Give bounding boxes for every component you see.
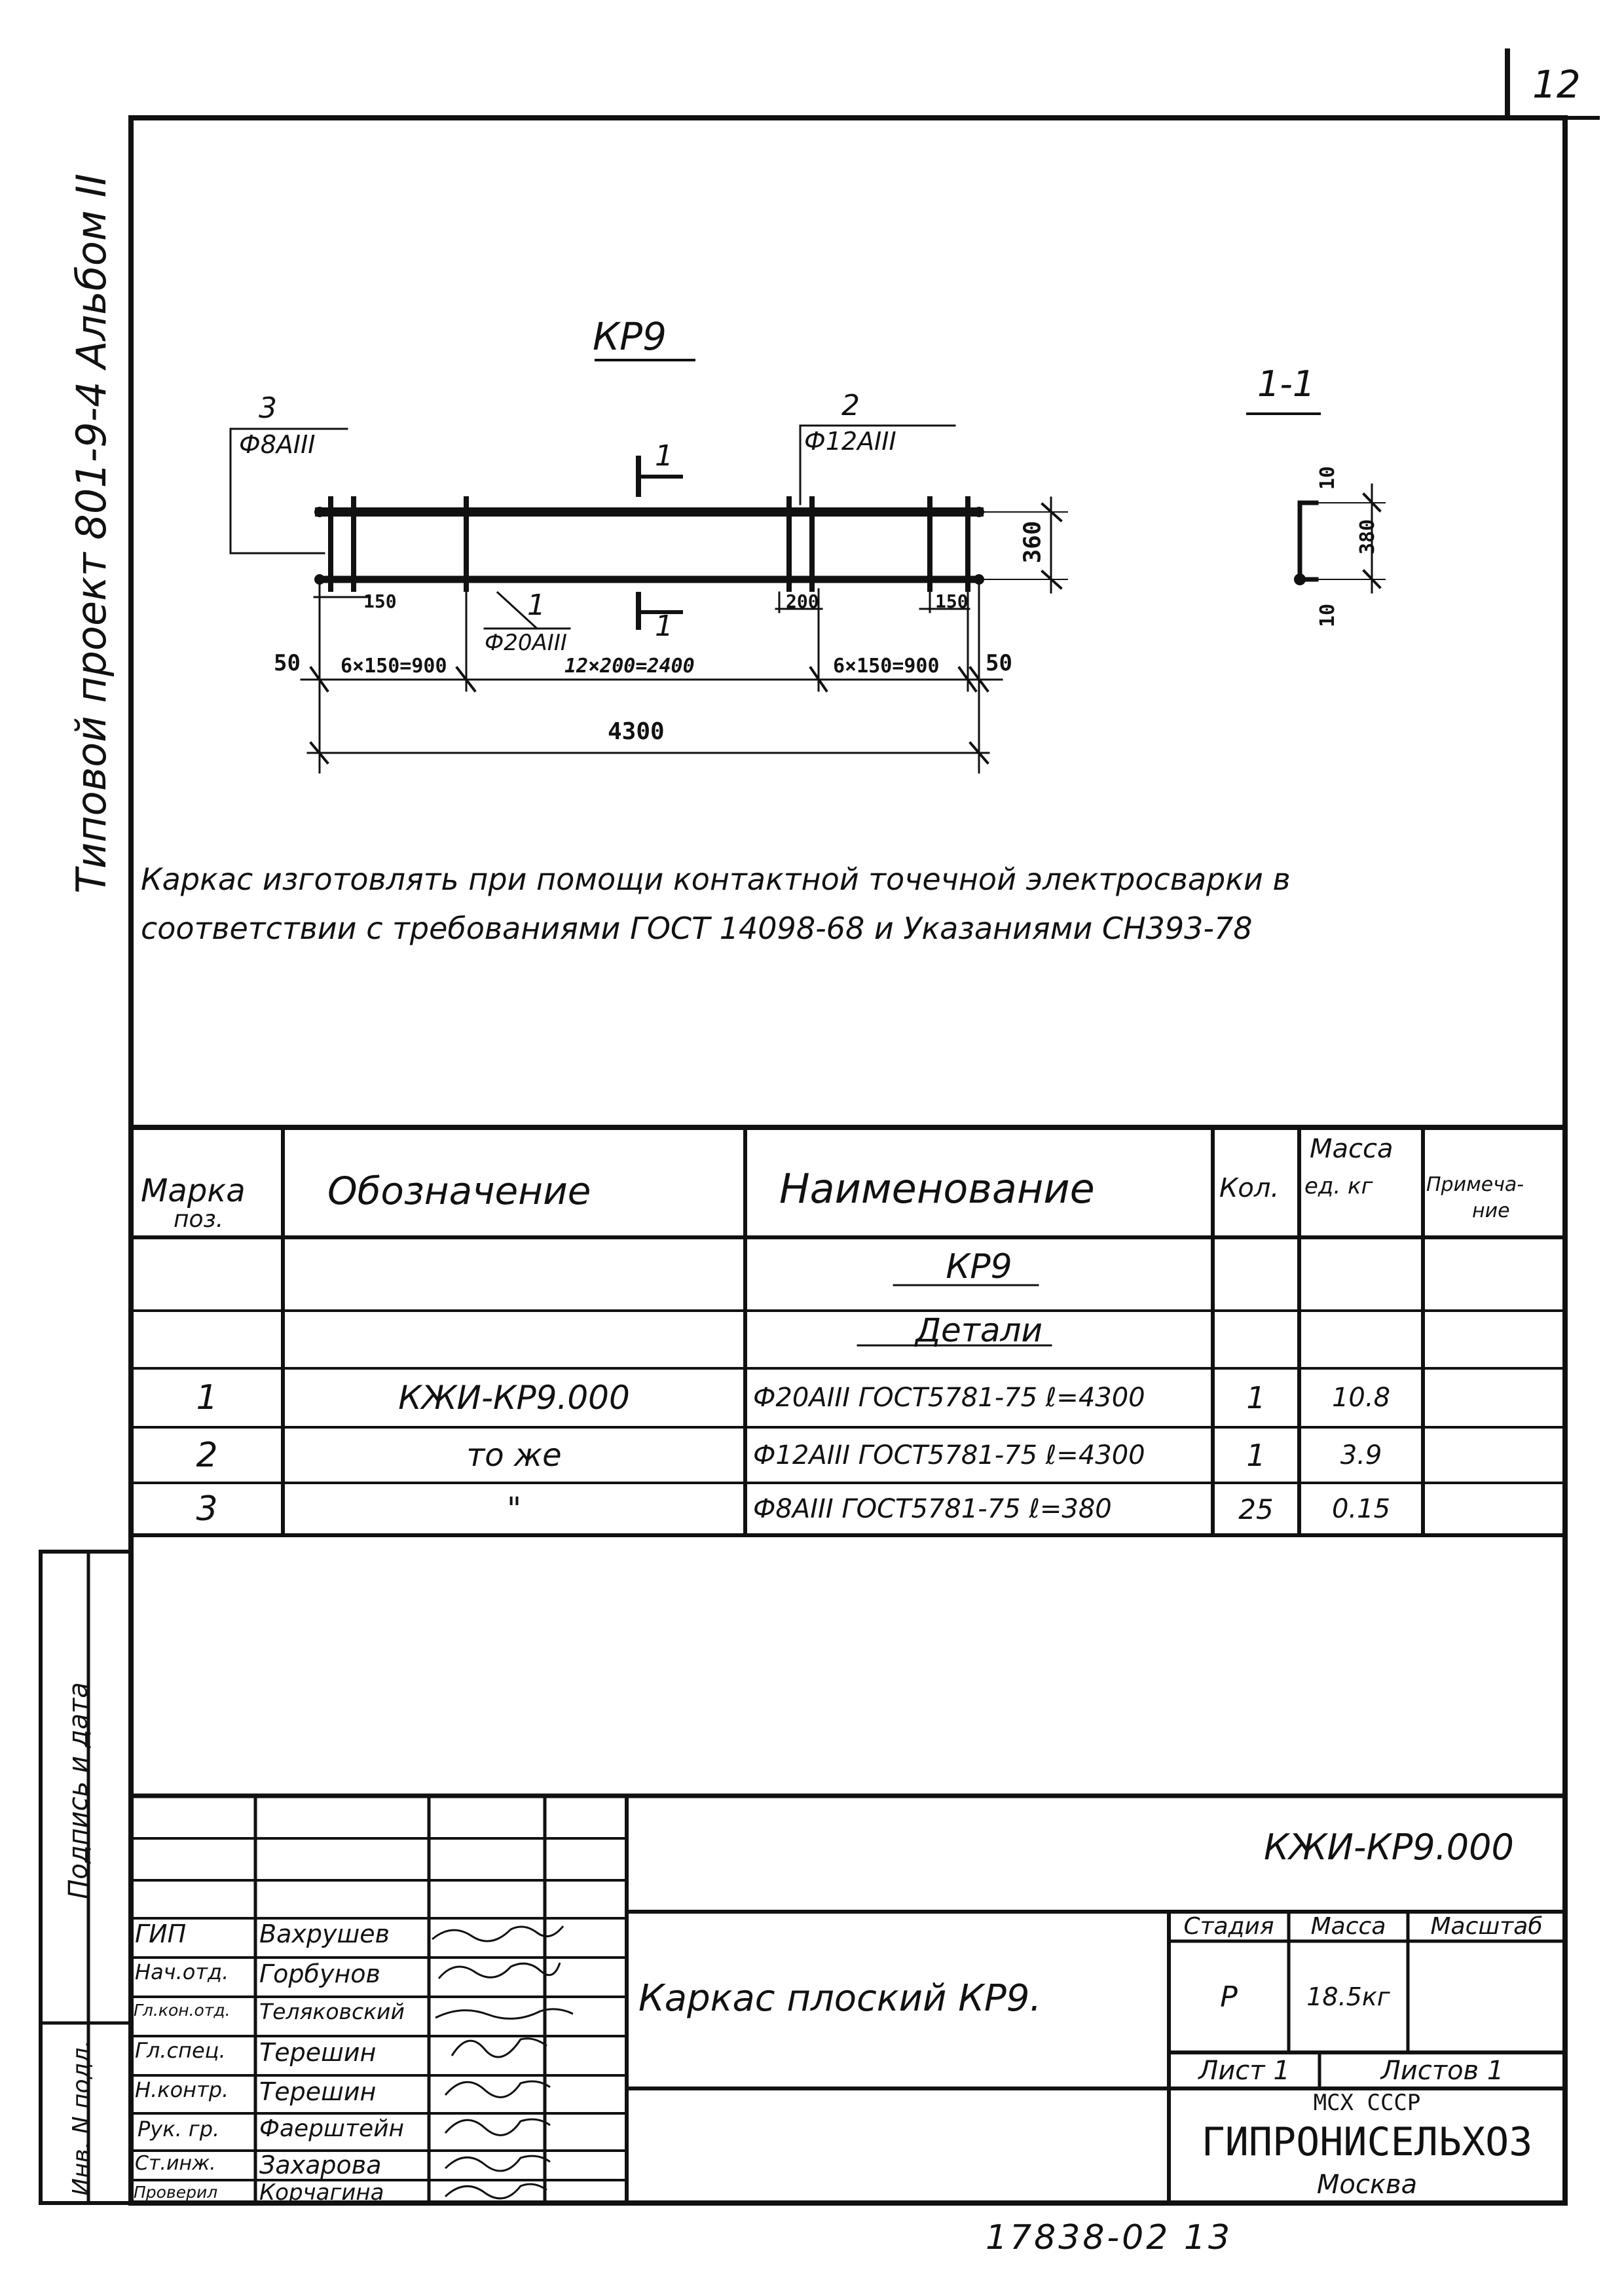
signature-mark [432, 1926, 563, 1941]
row-name: Ф12АIII ГОСТ5781-75 ℓ=4300 [753, 1440, 1145, 1470]
sheets-label: Листов 1 [1380, 2055, 1504, 2086]
sec-dim-10-top: 10 [1316, 465, 1340, 490]
dim-seg-mid: 12×200=2400 [564, 655, 695, 678]
staff-role: Ст.инж. [135, 2152, 216, 2175]
header-mass: Масса [1310, 1134, 1393, 1164]
cut-mark-bottom: 1 [655, 610, 673, 643]
header-designation: Обозначение [327, 1169, 591, 1213]
group-title: КР9 [946, 1247, 1012, 1286]
signature-mark [452, 2039, 547, 2057]
row-qty: 1 [1246, 1380, 1266, 1415]
staff-name: Фаерштейн [259, 2115, 405, 2142]
staff-role: Рук. гр. [138, 2117, 220, 2141]
row-name: Ф8АIII ГОСТ5781-75 ℓ=380 [753, 1494, 1112, 1524]
row-mass: 10.8 [1331, 1383, 1391, 1413]
row-qty: 1 [1246, 1437, 1266, 1473]
row-pos: 2 [196, 1435, 218, 1475]
signature-mark [445, 2081, 550, 2097]
staff-name: Горбунов [259, 1959, 380, 1988]
row-designation: то же [466, 1436, 562, 1474]
staff-role: Гл.спец. [135, 2038, 226, 2063]
row-pos: 3 [196, 1489, 218, 1529]
pos3-bar: Ф8АIII [239, 430, 316, 459]
staff-name: Вахрушев [259, 1920, 390, 1948]
scale-label: Масштаб [1430, 1913, 1543, 1940]
dim-height-360: 360 [1019, 520, 1046, 564]
pos1-bar: Ф20АIII [485, 630, 567, 656]
drawing-title: КР9 [593, 314, 667, 359]
org-name: ГИПРОНИСЕЛЬХОЗ [1201, 2119, 1533, 2165]
staff-name: Корчагина [259, 2179, 384, 2206]
sec-dim-10-bottom: 10 [1316, 603, 1340, 628]
note-line-2: соответствии с требованиями ГОСТ 14098-68 и Указаниями СН393-78 [141, 911, 1253, 946]
signature-mark [445, 2184, 547, 2198]
header-qty: Кол. [1219, 1173, 1280, 1203]
dim-seg-right: 6×150=900 [833, 655, 940, 678]
signature-mark [435, 2009, 573, 2019]
sec-dim-380: 380 [1356, 519, 1380, 555]
header-mark: Марка [141, 1173, 246, 1209]
page-number: 12 [1532, 62, 1581, 107]
staff-name: Терешин [259, 2038, 377, 2067]
pos1-number: 1 [527, 589, 545, 622]
group-subtitle: Детали [915, 1311, 1043, 1349]
row-mass: 3.9 [1340, 1440, 1382, 1470]
row-name: Ф20АIII ГОСТ5781-75 ℓ=4300 [753, 1383, 1145, 1413]
pos2-bar: Ф12АIII [804, 427, 896, 456]
dim-200: 200 [786, 591, 819, 612]
doc-title: Каркас плоский КР9. [638, 1977, 1042, 2020]
org-city: Москва [1316, 2170, 1418, 2200]
row-mass: 0.15 [1331, 1494, 1391, 1524]
staff-role: Гл.кон.отд. [134, 2001, 231, 2020]
signature-mark [445, 2119, 550, 2135]
section-label: 1-1 [1257, 363, 1316, 405]
staff-name: Терешин [259, 2077, 377, 2106]
pos2-number: 2 [841, 389, 860, 422]
footer-code: 17838-02 13 [986, 2218, 1233, 2257]
header-note: Примеча- [1426, 1173, 1524, 1196]
signature-date-label: Подпись и дата [64, 1682, 94, 1899]
signature-mark [439, 1963, 560, 1978]
dim-50-left: 50 [274, 650, 301, 676]
mass-value: 18.5кг [1306, 1982, 1390, 2011]
album-label: Типовой проект 801-9-4 Альбом II [67, 173, 115, 894]
inventory-number-label: Инв. N подл. [68, 2040, 95, 2196]
staff-role: ГИП [135, 1920, 187, 1948]
staff-role: Проверил [134, 2183, 218, 2202]
header-mark-2: поз. [174, 1206, 224, 1233]
row-designation: КЖИ-КР9.000 [398, 1379, 630, 1417]
header-note-2: ние [1472, 1199, 1510, 1222]
cut-mark-top: 1 [655, 439, 673, 473]
signature-mark [445, 2156, 550, 2171]
dim-150-right: 150 [935, 591, 969, 612]
dim-150-left: 150 [363, 591, 397, 612]
dim-seg-left: 6×150=900 [341, 655, 447, 678]
mass-label: Масса [1310, 1913, 1386, 1940]
staff-role: Нач.отд. [135, 1959, 229, 1984]
row-designation: " [506, 1491, 522, 1527]
row-pos: 1 [196, 1378, 218, 1417]
sheet-label: Лист 1 [1198, 2055, 1290, 2086]
header-name: Наименование [779, 1165, 1095, 1212]
staff-name: Теляковский [259, 1999, 405, 2024]
note-line-1: Каркас изготовлять при помощи контактной точечной электросварки в [141, 862, 1291, 897]
doc-code: КЖИ-КР9.000 [1264, 1827, 1514, 1868]
staff-name: Захарова [259, 2151, 382, 2179]
dim-total: 4300 [608, 718, 665, 745]
row-qty: 25 [1238, 1493, 1274, 1525]
dim-50-right: 50 [986, 650, 1012, 676]
org-ministry: МСХ СССР [1313, 2090, 1421, 2116]
staff-role: Н.контр. [135, 2077, 229, 2102]
header-mass-2: ед. кг [1304, 1173, 1373, 1199]
stage-value: Р [1220, 1980, 1238, 2014]
stage-label: Стадия [1183, 1913, 1274, 1940]
pos3-number: 3 [259, 392, 277, 425]
